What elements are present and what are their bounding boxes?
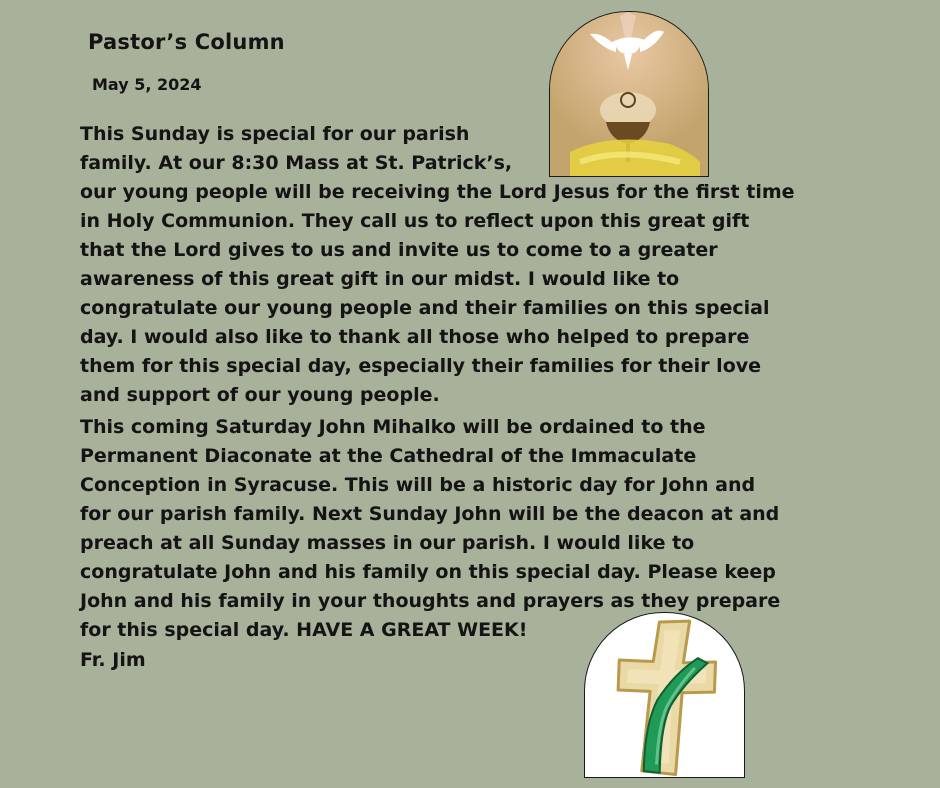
deacon-cross-icon [585,613,744,777]
paragraph-1-line: our young people will be receiving the Lord Jesus for the first time [80,181,795,203]
page-date: May 5, 2024 [92,75,202,94]
paragraph-2-line: congratulate John and his family on this special day. Please keep [80,561,776,583]
paragraph-2-line: for this special day. HAVE A GREAT WEEK! [80,619,528,641]
paragraph-1 [80,120,880,410]
paragraph-1-line: day. I would also like to thank all those who helped to prepare [80,326,750,348]
paragraph-1-line: them for this special day, especially their families for their love [80,355,762,377]
paragraph-1-line: family. At our 8:30 Mass at St. Patrick’s, [80,152,513,174]
paragraph-2-line: Permanent Diaconate at the Cathedral of the Immaculate [80,445,697,467]
paragraph-1-line: that the Lord gives to us and invite us to come to a greater [80,239,718,261]
paragraph-2-line: Conception in Syracuse. This will be a historic day for John and [80,474,756,496]
paragraph-1-line: congratulate our young people and their families on this special [80,297,770,319]
paragraph-1-line: awareness of this great gift in our midst. I would like to [80,268,680,290]
paragraph-2-line: for our parish family. Next Sunday John will be the deacon at and [80,503,780,525]
paragraph-1-line: and support of our young people. [80,384,440,406]
deacon-cross-image [584,612,745,778]
paragraph-2-line: preach at all Sunday masses in our parish. I would like to [80,532,695,554]
paragraph-1-line: This Sunday is special for our parish [80,123,470,145]
page-title: Pastor’s Column [88,30,285,54]
signature: Fr. Jim [80,649,146,671]
paragraph-2 [80,413,880,645]
paragraph-2-line: John and his family in your thoughts and prayers as they prepare [80,590,781,612]
paragraph-2-line: This coming Saturday John Mihalko will be ordained to the [80,416,706,438]
paragraph-1-line: in Holy Communion. They call us to reflect upon this great gift [80,210,750,232]
